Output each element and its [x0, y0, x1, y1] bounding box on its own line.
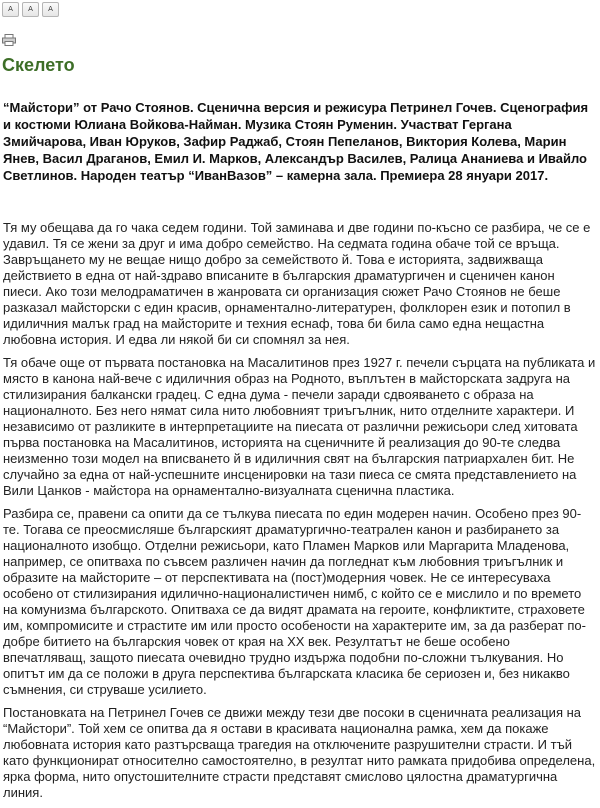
production-credits: “Майстори” от Рачо Стоянов. Сценична версия и режисура Петринел Гочев. Сценография и костюми Юлиана Войкова-Найман. Музика Стоян Руменин. Участват Гергана Змийчарова, Иван Юруков, Зафир Раджаб, Стоян Пепеланов, Виктория Колева, Марин Янев, Васил Драганов, Емил И. Марков, Александър Василев, Ралица Ананиева и Ивайло Светлинов. Народен театър “ИванВазов” – камерна зала. Премиера 28 януари 2017. — [3, 100, 589, 183]
font-smaller-icon[interactable]: A — [2, 2, 19, 17]
font-larger-icon[interactable]: A — [42, 2, 59, 17]
article-title: Скелето — [2, 55, 75, 75]
article-body — [3, 220, 596, 808]
font-reset-icon[interactable]: A — [22, 2, 39, 17]
article-paragraph: Постановката на Петринел Гочев се движи между тези две посоки в сценичната реализация на “Майстори”. Той хем се опитва да я остави в красивата национална рамка, хем да покаже любовната история като разтърсваща трагедия на отключените разрушителни страсти. И тъй като функционират относително самостоятелно, в резултат нито рамката придобива определена, ярка форма, нито опустошителните страсти представят смислово цялостна драматургична линия. — [3, 705, 596, 800]
article-paragraph: Разбира се, правени са опити да се тълкува пиесата по един модерен начин. Особено през 90-те. Тогава се преосмисляше българският драматургично-театрален канон и разбирането за националното изобщо. Отделни режисьори, като Пламен Марков или Маргарита Младенова, например, се опитваха по съвсем различен начин да погледнат към любовния триъгълник и образите на майсторите – от перспективата на (пост)модерния човек. Не се интересуваха особено от стилизирания идилично-националистичен нимб, с който се е мислило и по времето на комунизма българското. Опитваха се да видят драмата на героите, конфликтите, страховете им, компромисите и страстите им или просто особености на характерите им, за да разберат по-добре битието на българския човек от края на ХХ век. Резултатът не беше особено впечатляващ, защото пиесата очевидно трудно издържа подобни по-сложни тълкувания. Но опитът им да се положи в друга перспектива българската класика бе сериозен и, без никакво съмнения, си струваше усилието. — [3, 506, 586, 697]
printer-icon[interactable] — [2, 33, 16, 45]
article-paragraph: Тя обаче още от първата постановка на Масалитинов през 1927 г. печели сърцата на публиката и място в канона най-вече с идиличния образ на Родното, въплътен в майсторската задруга на стилизирания балкански градец. С една дума - печели заради сдвояването с образа на националното. Без него нямат сила нито любовният триъгълник, нито отделните характери. И независимо от разликите в интерпретациите на пиесата от различни режисьори след хитовата първа постановка на Масалитинов, историята на сценичните й реализация до 90-те следва неизменно този модел на вписването й в идиличния свят на българския патриархален бит. Не случайно за една от най-успешните инсценировки на тази пиеса се смята представлението на Вили Цанков - майстора на орнаментално-визуалната сценична пластика. — [3, 355, 596, 498]
font-size-toolbar — [2, 2, 59, 17]
article-paragraph: Тя му обещава да го чака седем години. Той заминава и две години по-късно се разбира, че се е удавил. Тя се жени за друг и има добро семейство. На седмата година обаче той се връща. Завръщането му не вещае нищо добро за семейството й. Това е историята, задвижваща действието в една от най-здраво вписаните в българския драматургичен и сценичен канон пиеси. Ако този мелодраматичен в жанровата си организация сюжет Рачо Стоянов не беше разказал майсторски с един красив, орнаментално-литературен, фолклорен език и потопил в идиличния малък град на майсторите и техния еснаф, това би била само една нещастна любовна история. И едва ли някой би си спомнял за нея. — [3, 220, 591, 347]
